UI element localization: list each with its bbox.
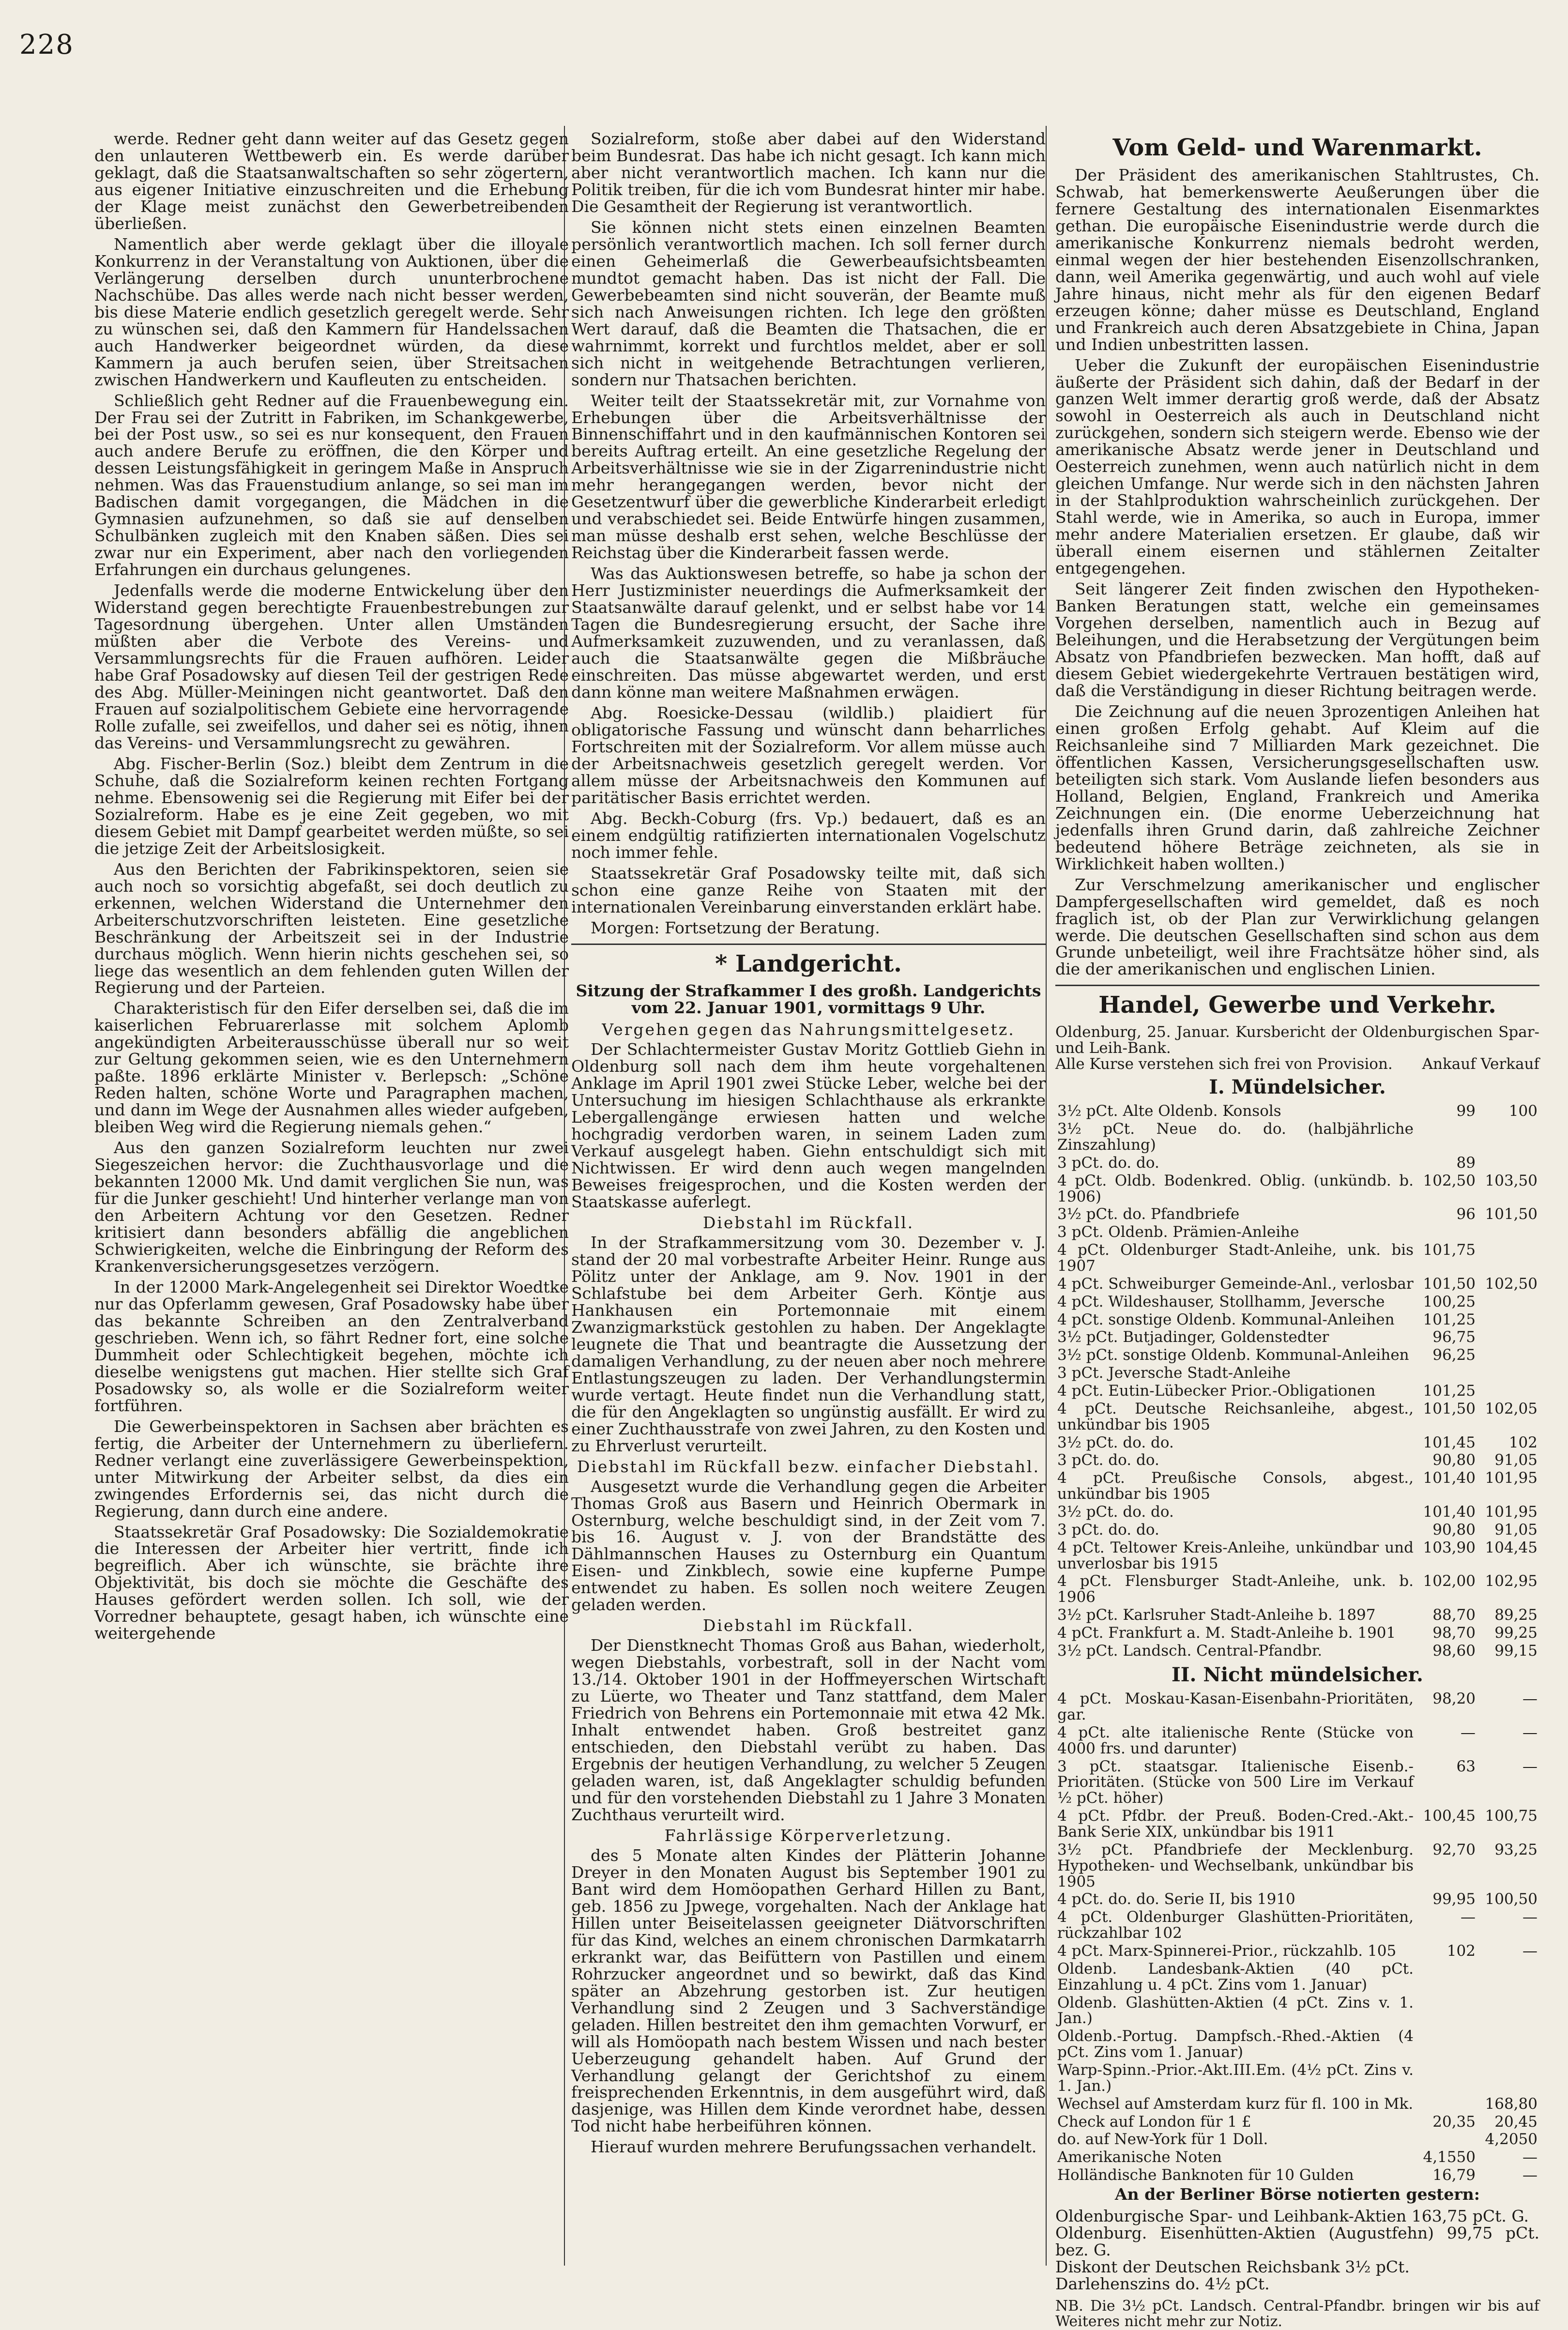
paragraph: Die Zeichnung auf die neuen 3prozentigen Anleihen hat einen großen Erfolg gehabt. Auf Kleim auf die Reichsanleihe sind 7 Milliarden Mark gezeichnet. Die öffentlichen Kassen, Versicherungsgesellschaften usw. beteiligten sich stark. Vom Auslande liefen besonders aus Holland, Belgien, England, Frankreich und Amerika Zeichnungen ein. (Die enorme Ueberzeichnung hat jedenfalls ihren Grund darin, daß zahlreiche Zeichner bedeutend höhere Beträge zeichneten, als sie in Wirklichkeit haben wollten.)	[1055, 701, 1539, 873]
rate-label: 4 pCt. Oldb. Bodenkred. Oblig. (unkündb. b. 1906)	[1057, 1172, 1414, 1205]
paragraph: Jedenfalls werde die moderne Entwickelung über den Widerstand gegen berechtigte Frauenbestrebungen zur Tagesordnung übergehen. Unter allen Umständen müßten aber die Verbote des Vereins- und Versammlungsrechts für die Frauen aufhören. Leider habe Graf Posadowsky auf diesen Teil der gestrigen Rede des Abg. Müller-Meiningen nicht geantwortet. Daß den Frauen auf sozialpolitischem Gebiete eine hervorragende Rolle zufalle, sei zweifellos, und daher sei es nötig, ihnen das Vereins- und Versammlungsrecht zu gewähren.	[94, 581, 569, 752]
rate-label: 3½ pCt. Alte Oldenb. Konsols	[1057, 1102, 1281, 1120]
rate-row	[1055, 1624, 1539, 1642]
rate-buy: 101,40	[1423, 1469, 1476, 1487]
rate-buy: 101,50	[1423, 1400, 1476, 1417]
rate-buy: 101,45	[1423, 1433, 1476, 1451]
paragraph: Sozialreform, stoße aber dabei auf den Widerstand beim Bundesrat. Das habe ich nicht gesagt. Ich kann mich aber nicht verantwortlich machen. Ich kann nur die Politik treiben, für die ich vom Bundesrat hinter mir habe. Die Gesamtheit der Regierung ist verantwortlich.	[571, 129, 1046, 216]
column-divider	[1046, 126, 1047, 2266]
rate-buy: 92,70	[1432, 1841, 1476, 1858]
rate-buy: 90,80	[1432, 1521, 1476, 1538]
rate-buy: 88,70	[1432, 1606, 1476, 1624]
rate-label: 3½ pCt. do. do.	[1057, 1503, 1174, 1521]
rate-row	[1055, 2027, 1539, 2061]
rate-row	[1055, 1172, 1539, 1206]
rate-row	[1055, 1154, 1539, 1172]
rate-buy: 20,35	[1432, 2113, 1476, 2131]
rate-sell: 99,15	[1494, 1642, 1538, 1660]
rate-label: 4 pCt. Deutsche Reichsanleihe, abgest., unkündbar bis 1905	[1057, 1400, 1414, 1433]
rate-buy	[1416, 2027, 1477, 2061]
rate-row	[1055, 1328, 1539, 1346]
rate-buy: 98,20	[1432, 1690, 1476, 1708]
rate-row	[1055, 1642, 1539, 1660]
rate-sell: 4,2050	[1485, 2131, 1538, 2148]
rate-label: 4 pCt. Flensburger Stadt-Anleihe, unk. b. 1906	[1057, 1572, 1414, 1606]
paragraph: Sie können nicht stets einen einzelnen Beamten persönlich verantwortlich machen. Ich soll ferner durch einen Geheimerlaß die Gewerbeaufsichtsbeamten mundtot gemacht haben. Das ist nicht der Fall. Die Gewerbebeamten sind nicht souverän, der Beamte muß sich nach Anweisungen richten. Ich lege den größten Wert darauf, daß die Beamten die Thatsachen, die er wahrnimmt, korrekt und furchtlos meldet, aber er soll sich nicht in weitgehende Betrachtungen verlieren, sondern nur Thatsachen berichten.	[571, 217, 1046, 389]
rate-sell: 101,50	[1485, 1205, 1538, 1223]
rate-sell: 91,05	[1494, 1521, 1538, 1538]
paragraph: Was das Auktionswesen betreffe, so habe ja schon der Herr Justizminister neuerdings die Aufmerksamkeit der Staatsanwälte darauf gelenkt, und er selbst habe vor 14 Tagen die Bundesregierung ersucht, der Sache ihre Aufmerksamkeit zuzuwenden, und zu veranlassen, daß auch die Staatsanwälte gegen die Mißbräuche einschreiten. Das müsse abgewartet werden, und erst dann könne man weitere Maßnahmen erwägen.	[571, 564, 1046, 701]
rate-buy: 99	[1456, 1102, 1476, 1120]
rate-label: Oldenb.-Portug. Dampfsch.-Rhed.-Aktien (4 pCt. Zins vom 1. Januar)	[1057, 2027, 1414, 2061]
rate-label: 4 pCt. Moskau-Kasan-Eisenbahn-Prioritäten, gar.	[1057, 1690, 1414, 1723]
rate-label: Warp-Spinn.-Prior.-Akt.III.Em. (4½ pCt. Zins v. 1. Jan.)	[1057, 2061, 1414, 2095]
rate-row	[1055, 1434, 1539, 1452]
court-subtitle: Sitzung der Strafkammer I des großh. Landgerichts vom 22. Januar 1901, vormittags 9 Uhr.	[576, 981, 1041, 1018]
rate-label: Wechsel auf Amsterdam kurz für fl. 100 in Mk.	[1057, 2095, 1414, 2113]
column-right	[1055, 131, 1539, 2329]
rate-buy: 89	[1456, 1154, 1476, 1172]
column-middle	[571, 131, 1046, 2160]
rate-sell	[1477, 1293, 1539, 1311]
rate-buy	[1416, 1364, 1477, 1382]
court-text: In der Strafkammersitzung vom 30. Dezember v. J. stand der 20 mal vorbestrafte Arbeiter Heinr. Runge aus Pölitz unter der Anklage, am 9. Nov. 1901 in der Schlafstube bei dem Arbeiter Gerh. Köntje aus Hankhausen ein Portemonnaie mit einem Zwanzigmarkstück gestohlen zu haben. Der Angeklagte leugnete die That und beantragte die Aussetzung der damaligen Verhandlung, zu der neuen aber noch mehrere Entlastungszeugen zu laden. Der Verhandlungstermin wurde vertagt. Heute findet nun die Verhandlung statt, die für den Angeklagten so ungünstig ausfällt. Er wird zu einer Zuchthausstrafe von zwei Jahren, zu den Kosten und zu Ehrverlust verurteilt.	[571, 1233, 1046, 1455]
rate-label: 3½ pCt. do. Pfandbriefe	[1057, 1205, 1240, 1223]
rates-table-2	[1055, 1690, 1539, 2184]
rate-sell	[1477, 1994, 1539, 2028]
rate-row	[1055, 1102, 1539, 1120]
rate-row	[1055, 1311, 1539, 1329]
rate-label: 3 pCt. do. do.	[1057, 1521, 1159, 1538]
rate-label: Oldenb. Glashütten-Aktien (4 pCt. Zins v. 1. Jan.)	[1057, 1994, 1414, 2027]
rate-row	[1055, 1758, 1539, 1808]
rate-row	[1055, 1960, 1539, 1994]
rate-label: 4 pCt. Eutin-Lübecker Prior.-Obligationen	[1057, 1382, 1376, 1400]
rate-buy: 99,95	[1432, 1890, 1476, 1908]
paragraph: Abg. Fischer-Berlin (Soz.) bleibt dem Zentrum in die Schuhe, daß die Sozialreform keinen rechten Fortgang nehme. Ebensowenig sei die Regierung mit Eifer bei der Sozialreform. Habe es je eine Zeit gegeben, wo mit diesem Gebiet mit Dampf gearbeitet werden müßte, so sei die jetzige Zeit der Arbeitslosigkeit.	[94, 754, 569, 858]
rate-row	[1055, 1890, 1539, 1908]
trade-title: Handel, Gewerbe und Verkehr.	[1098, 991, 1496, 1019]
rate-row	[1055, 1275, 1539, 1293]
rate-sell: 102,05	[1485, 1400, 1538, 1417]
paragraph: Zur Verschmelzung amerikanischer und englischer Dampfergesellschaften wird gemeldet, daß es noch fraglich ist, ob der Plan zur Verwirklichung gelangen werde. Die deutschen Gesellschaften sind schon aus dem Grunde unbeteiligt, weil ihre Frachtsätze höher sind, als die der amerikanischen und englischen Linien.	[1055, 875, 1539, 979]
rate-label: 3½ pCt. Butjadinger, Goldenstedter	[1057, 1328, 1329, 1346]
rate-label: 4 pCt. Pfdbr. der Preuß. Boden-Cred.-Akt.-Bank Serie XIX, unkündbar bis 1911	[1057, 1807, 1414, 1841]
rate-row	[1055, 1120, 1539, 1154]
paragraph: Der Präsident des amerikanischen Stahltrustes, Ch. Schwab, hat bemerkenswerte Aeußerungen über die fernere Gestaltung des internationalen Eisenmarktes gethan. Die europäische Eisenindustrie werde durch die amerikanische Konkurrenz niemals bedroht werden, einmal wegen der hier bestehenden Eisenzollschranken, dann, weil Amerika gegenwärtig, und auch wohl auf viele Jahre hinaus, nicht mehr als für den eigenen Bedarf erzeugen könne; daher müsse es Deutschland, England und Frankreich auch deren Absatzgebiete in China, Japan und Indien unbestritten lassen.	[1055, 165, 1539, 354]
court-title: * Landgericht.	[715, 950, 902, 977]
col-sell: Verkauf	[1480, 1055, 1539, 1073]
court-heading: Diebstahl im Rückfall.	[702, 1213, 914, 1233]
rate-row	[1055, 1400, 1539, 1434]
rate-label: 3½ pCt. do. do.	[1057, 1433, 1174, 1451]
paragraph: Staatssekretär Graf Posadowsky: Die Sozialdemokratie die Interessen der Arbeiter hier vertritt, finde ich begreiflich. Aber ich wünschte, sie brächte ihre Objektivität, bis doch sie möchte die Geschäfte des Hauses gefördert werden sollen. Ich soll, wie der Vorredner behauptete, gesagt haben, ich wünschte eine weitergehende	[94, 1522, 569, 1643]
rate-row	[1055, 1382, 1539, 1400]
group-heading: I. Mündelsicher.	[1209, 1075, 1386, 1098]
rate-row	[1055, 1223, 1539, 1241]
berlin-title: An der Berliner Börse notierten gestern:	[1115, 2185, 1480, 2204]
rate-row	[1055, 1942, 1539, 1960]
rate-row	[1055, 2148, 1539, 2166]
rate-label: Oldenb. Landesbank-Aktien (40 pCt. Einzahlung u. 4 pCt. Zins vom 1. Januar)	[1057, 1960, 1414, 1994]
court-heading: Vergehen gegen das Nahrungsmittelgesetz.	[602, 1020, 1015, 1039]
rate-sell	[1477, 1960, 1539, 1994]
berlin-line: Oldenburg. Eisenhütten-Aktien (Augustfehn) 99,75 pCt. bez. G.	[1055, 2223, 1539, 2259]
rate-label: Check auf London für 1 £	[1057, 2113, 1251, 2131]
rate-label: 3 pCt. do. do.	[1057, 1154, 1159, 1172]
rate-row	[1055, 1908, 1539, 1942]
court-closing: Hierauf wurden mehrere Berufungssachen verhandelt.	[591, 2137, 1037, 2157]
court-text: des 5 Monate alten Kindes der Plätterin Johanne Dreyer in den Monaten August bis September 1901 zu Bant wird dem Homöopathen Gerhard Hillen zu Bant, geb. 1856 zu Jpwege, vorgehalten. Nach der Anklage hat Hillen unter Beiseitelassen geeigneter Diätvorschriften für das Kind, welches an einem chronischen Darmkatarrh erkrankt war, das Beifüttern von Pastillen und einem Rohrzucker angeordnet und so bewirkt, daß das Kind später an Abzehrung gestorben ist. Zur heutigen Verhandlung sind 2 Zeugen und 3 Sachverständige geladen. Hillen bestreitet den ihm gemachten Vorwurf, er will als Homöopath nach bestem Wissen und nach bester Ueberzeugung gehandelt haben. Auf Grund der Verhandlung gelangt der Gerichtshof zu einem freisprechenden Erkenntnis, in dem ausgeführt wird, daß dasjenige, was Hillen dem Kinde verordnet habe, dessen Tod nicht habe herbeiführen können.	[571, 1845, 1046, 2136]
rate-label: 3 pCt. Oldenb. Prämien-Anleihe	[1057, 1223, 1299, 1241]
rate-buy: 100,45	[1423, 1807, 1476, 1825]
rate-buy: 101,50	[1423, 1275, 1476, 1293]
paragraph: Staatssekretär Graf Posadowsky teilte mit, daß sich schon eine ganze Reihe von Staaten mit der internationalen Vereinbarung einverstanden erklärt habe.	[571, 863, 1046, 916]
rate-sell: 103,50	[1485, 1172, 1538, 1189]
rate-row	[1055, 2061, 1539, 2095]
rate-label: 3½ pCt. sonstige Oldenb. Kommunal-Anleihen	[1057, 1346, 1409, 1364]
rate-buy	[1416, 2061, 1477, 2095]
rate-label: 4 pCt. Oldenburger Stadt-Anleihe, unk. bis 1907	[1057, 1241, 1414, 1275]
rate-buy: 4,1550	[1423, 2148, 1476, 2166]
rate-row	[1055, 1841, 1539, 1891]
court-heading: Diebstahl im Rückfall.	[702, 1616, 914, 1635]
rate-sell: —	[1522, 2148, 1538, 2166]
rate-buy: 96	[1456, 1205, 1476, 1223]
rate-row	[1055, 1451, 1539, 1469]
rates-intro-left: Oldenburg, 25. Januar. Kursbericht der Oldenburgischen Spar- und Leih-Bank.	[1055, 1023, 1539, 1057]
rate-buy: 102,00	[1423, 1572, 1476, 1590]
paragraph: Charakteristisch für den Eifer derselben sei, daß die im kaiserlichen Februarerlasse mit solchem Aplomb angekündigten Arbeiterausschüsse überall nur so weit zur Geltung gekommen seien, wie es den Unternehmern paßte. 1896 erklärte Minister v. Berlepsch: „Schöne Reden halten, schöne Worte und Paragraphen machen, und dann im Wege der Ausnahmen alles wieder aufgeben, bleiben Weg wird die Regierung niemals gehen.“	[94, 999, 569, 1137]
rate-label: 4 pCt. Frankfurt a. M. Stadt-Anleihe b. 1901	[1057, 1624, 1396, 1642]
rate-label: 3 pCt. Jeversche Stadt-Anleihe	[1057, 1364, 1291, 1382]
rate-sell: —	[1522, 1723, 1538, 1741]
paragraph: Namentlich aber werde geklagt über die illoyale Konkurrenz in der Veranstaltung von Auktionen, über die Verlängerung derselben durch ununterbrochene Nachschübe. Das alles werde nach nicht besser werden, bis diese Materie endlich gesetzlich geregelt werde. Sehr zu wünschen sei, daß den Kammern für Handelssachen auch Handwerker beigeordnet würden, da diese Kammern ja auch berufen seien, über Streitsachen zwischen Handwerkern und Kaufleuten zu entscheiden.	[94, 234, 569, 389]
rate-buy: 102,50	[1423, 1172, 1476, 1189]
rate-buy: —	[1461, 1908, 1476, 1926]
rate-row	[1055, 1241, 1539, 1275]
court-heading: Fahrlässige Körperverletzung.	[664, 1826, 953, 1845]
rate-sell: 100,50	[1485, 1890, 1538, 1908]
rate-sell: 102	[1508, 1433, 1538, 1451]
paragraph: Aus den ganzen Sozialreform leuchten nur zwei Siegeszeichen hervor: die Zuchthausvorlage und die bekannten 12000 Mk. Und damit verglichen Sie nun, was für die Junker geschieht! Und hinterher verlange man von den Arbeitern Achtung vor den Gesetzen. Redner kritisiert dann besonders abfällig die angeblichen Schwierigkeiten, welche die Einbringung der Reform des Krankenversicherungsgesetzes verzögern.	[94, 1138, 569, 1276]
paragraph: Abg. Roesicke-Dessau (wildlib.) plaidiert für obligatorische Fassung und wünscht dann beharrliches Fortschreiten mit der Sozialreform. Vor allem müsse auch der Arbeitsnachweis gesetzlich geregelt werden. Vor allem müsse der Arbeitsnachweis den Kommunen auf paritätischer Basis errichtet werden.	[571, 703, 1046, 807]
column-left	[94, 131, 569, 1646]
rate-label: 4 pCt. Marx-Spinnerei-Prior., rückzahlb. 105	[1057, 1942, 1397, 1960]
paragraph: Aus den Berichten der Fabrikinspektoren, seien sie auch noch so vorsichtig abgefaßt, sei doch deutlich zu erkennen, welchen Widerstand die Unternehmer den Arbeiterschutzvorschriften leisteten. Eine gesetzliche Beschränkung der Arbeitszeit sei in der Industrie durchaus möglich. Wenn hierin nichts geschehen sei, so liege das wesentlich an dem fehlenden guten Willen der Regierung und der Parteien.	[94, 859, 569, 997]
rate-buy: 96,75	[1432, 1328, 1476, 1346]
rates-intro-right: Alle Kurse verstehen sich frei von Provision.	[1055, 1055, 1393, 1073]
rate-row	[1055, 1205, 1539, 1223]
rate-row	[1055, 1994, 1539, 2028]
berlin-line: Darlehenszins do. 4½ pCt.	[1055, 2274, 1270, 2293]
paragraph: werde. Redner geht dann weiter auf das Gesetz gegen den unlauteren Wettbewerb ein. Es werde darüber geklagt, daß die Staatsanwaltschaften so sehr zögertern, aus eigener Initiative einzuschreiten und die Erhebung der Klage meist zunächst den Gewerbetreibenden überließen.	[94, 129, 569, 233]
rate-sell: 101,95	[1485, 1503, 1538, 1521]
rate-label: 4 pCt. sonstige Oldenb. Kommunal-Anleihen	[1057, 1310, 1395, 1328]
paragraph: Schließlich geht Redner auf die Frauenbewegung ein. Der Frau sei der Zutritt in Fabriken, im Schankgewerbe, bei der Post usw., so sei es nur konsequent, den Frauen auch andere Berufe zu eröffnen, die den Körper und dessen Leistungsfähigkeit in geringem Maße in Anspruch nehmen. Was das Frauenstudium anlange, so sei man im Badischen damit vorgegangen, die Mädchen in die Gymnasien aufzunehmen, so daß sie auf denselben Schulbänken zugleich mit den Knaben säßen. Dies sei zwar nur ein Experiment, aber nach den vorliegenden Erfahrungen ein durchaus gelungenes.	[94, 391, 569, 579]
rate-sell: 100,75	[1485, 1807, 1538, 1825]
rate-row	[1055, 1503, 1539, 1521]
rate-sell	[1477, 2061, 1539, 2095]
rate-buy	[1416, 2095, 1477, 2113]
rate-label: 3½ pCt. Neue do. do. (halbjährliche Zinszahlung)	[1057, 1120, 1414, 1154]
rate-label: Amerikanische Noten	[1057, 2148, 1222, 2166]
rates-intro	[1055, 1024, 1539, 1056]
court-text: Der Schlachtermeister Gustav Moritz Gottlieb Giehn in Oldenburg soll nach dem ihm heute vorgehaltenen Anklage im April 1901 zwei Stücke Leber, welche bei der Untersuchung im hiesigen Schlachthause als erkrankte Lebergallengänge erwiesen hatten und welche hochgradig verdorben waren, in seinem Laden zum Verkauf ausgelegt haben. Giehn entschuldigt sich mit Nichtwissen. Er wird denn auch wegen mangelnden Beweises freigesprochen, und die Kosten werden der Staatskasse auferlegt.	[571, 1040, 1046, 1212]
rate-buy: 98,60	[1432, 1642, 1476, 1660]
rate-buy: 63	[1456, 1757, 1476, 1775]
rate-sell	[1477, 1346, 1539, 1364]
group-heading: II. Nicht mündelsicher.	[1172, 1663, 1423, 1686]
rate-label: 3½ pCt. Landsch. Central-Pfandbr.	[1057, 1642, 1323, 1660]
rate-sell: 102,50	[1485, 1275, 1538, 1293]
rate-row	[1055, 1807, 1539, 1841]
rate-buy: 98,70	[1432, 1624, 1476, 1642]
paragraph: Seit längerer Zeit finden zwischen den Hypotheken-Banken Beratungen statt, welche ein gemeinsames Vorgehen derselben, namentlich auch in Bezug auf Beleihungen, und die Herabsetzung der Vergütungen beim Absatz von Pfandbriefen bezwecken. Man hofft, daß auf diesem Gebiet wiedergekehrte Vertrauen bestätigen wird, daß die Verständigung in dieser Richtung beitragen werde.	[1055, 579, 1539, 700]
court-heading: Diebstahl im Rückfall bezw. einfacher Diebstahl.	[577, 1457, 1040, 1476]
berlin-line: Oldenburgische Spar- und Leihbank-Aktien 163,75 pCt. G.	[1055, 2207, 1529, 2226]
rate-sell: 89,25	[1494, 1606, 1538, 1624]
paragraph: In der 12000 Mark-Angelegenheit sei Direktor Woedtke nur das Opferlamm gewesen, Graf Posadowsky habe über das bekannte Schreiben an den Zentralverband geschrieben. Wenn ich, so fährt Redner fort, eine solche Dummheit oder Schlechtigkeit begehen, möchte ich dieselbe wenigstens gut machen. Hier stellte sich Graf Posadowsky so, als wolle er die Sozialreform weiter fortführen.	[94, 1277, 569, 1415]
rate-row	[1055, 1293, 1539, 1311]
rate-label: 4 pCt. Preußische Consols, abgest., unkündbar bis 1905	[1057, 1469, 1414, 1503]
rate-sell: 101,95	[1485, 1469, 1538, 1487]
rate-label: 4 pCt. Teltower Kreis-Anleihe, unkündbar und unverlosbar bis 1915	[1057, 1538, 1414, 1572]
rate-label: 4 pCt. Schweiburger Gemeinde-Anl., verlosbar	[1057, 1275, 1414, 1293]
berlin-line: Diskont der Deutschen Reichsbank 3½ pCt.	[1055, 2257, 1410, 2276]
rate-row	[1055, 2095, 1539, 2113]
rate-label: 3½ pCt. Pfandbriefe der Mecklenburg. Hypotheken- und Wechselbank, unkündbar bis 1905	[1057, 1841, 1414, 1890]
rate-row	[1055, 1521, 1539, 1539]
rate-row	[1055, 1539, 1539, 1573]
rate-buy: 16,79	[1432, 2166, 1476, 2184]
rate-label: 3 pCt. do. do.	[1057, 1451, 1159, 1469]
rate-row	[1055, 1572, 1539, 1606]
rate-sell	[1477, 1154, 1539, 1172]
court-text: Ausgesetzt wurde die Verhandlung gegen die Arbeiter Thomas Groß aus Basern und Heinrich Obermark in Osternburg, welche beschuldigt sind, in der Zeit vom 7. bis 16. August v. J. von der Brandstätte des Dählmannschen Hauses zu Osternburg ein Quantum Eisen- und Zinkblech, sowie eine kupferne Pumpe entwendet zu haben. Es sollen noch weitere Zeugen geladen werden.	[571, 1477, 1046, 1614]
paragraph: Weiter teilt der Staatssekretär mit, zur Vornahme von Erhebungen über die Arbeitsverhältnisse der Binnenschiffahrt und in den kaufmännischen Kontoren sei bereits Auftrag erteilt. An eine gesetzliche Regelung der Arbeitsverhältnisse wie sie in der Zigarrenindustrie nicht mehr herangegangen werden, bevor nicht der Gesetzentwurf über die gewerbliche Kinderarbeit erledigt und verabschiedet sei. Beide Entwürfe hingen zusammen, man müsse deshalb erst sehen, welche Beschlüsse der Reichstag über die Kinderarbeit fassen werde.	[571, 391, 1046, 563]
paragraph: Abg. Beckh-Coburg (frs. Vp.) bedauert, daß es an einem endgültig ratifizierten internationalen Vogelschutz noch immer fehle.	[571, 808, 1046, 862]
rate-row	[1055, 1364, 1539, 1382]
rate-row	[1055, 2113, 1539, 2131]
rate-sell: —	[1522, 2166, 1538, 2184]
rate-label: 3½ pCt. Karlsruher Stadt-Anleihe b. 1897	[1057, 1606, 1376, 1624]
rate-buy: 101,25	[1423, 1310, 1476, 1328]
rate-sell: 99,25	[1494, 1624, 1538, 1642]
paragraph: Morgen: Fortsetzung der Beratung.	[591, 918, 880, 937]
divider	[571, 944, 1046, 945]
rate-sell: —	[1522, 1690, 1538, 1708]
rate-label: 4 pCt. alte italienische Rente (Stücke von 4000 frs. und darunter)	[1057, 1723, 1414, 1757]
rate-row	[1055, 2166, 1539, 2184]
rate-buy	[1416, 1120, 1477, 1154]
rate-buy: 96,25	[1432, 1346, 1476, 1364]
rate-row	[1055, 1724, 1539, 1758]
rate-sell: 20,45	[1494, 2113, 1538, 2131]
rate-buy: —	[1461, 1723, 1476, 1741]
rate-label: 3 pCt. staatsgar. Italienische Eisenb.-Prioritäten. (Stücke von 500 Lire im Verkauf ½ pCt. höher)	[1057, 1757, 1414, 1807]
court-text: Der Dienstknecht Thomas Groß aus Bahan, wiederholt, wegen Diebstahls, vorbestraft, soll in der Nacht vom 13./14. Oktober 1901 in der Hoffmeyerschen Wirtschaft zu Lüerte, wo Theater und Tanz stattfand, dem Maler Friedrich von Behrens ein Portemonnaie mit etwa 42 Mk. Inhalt entwendet haben. Groß bestreitet ganz entschieden, den Diebstahl verübt zu haben. Das Ergebnis der heutigen Verhandlung, zu welcher 5 Zeugen geladen waren, ist, daß Angeklagter schuldig befunden und für den vorstehenden Diebstahl zu 1 Jahre 3 Monaten Zuchthaus verurteilt wird.	[571, 1636, 1046, 1824]
rate-buy: 90,80	[1432, 1451, 1476, 1469]
divider	[1055, 985, 1539, 986]
rate-buy: 103,90	[1423, 1538, 1476, 1556]
rates-intro-2	[1055, 1056, 1539, 1072]
rate-label: 4 pCt. do. do. Serie II, bis 1910	[1057, 1890, 1295, 1908]
rate-buy	[1416, 2131, 1477, 2148]
col-buy: Ankauf	[1422, 1055, 1476, 1073]
rate-buy: 101,25	[1423, 1382, 1476, 1400]
rate-sell	[1477, 1328, 1539, 1346]
rate-row	[1055, 1346, 1539, 1364]
rate-sell	[1477, 2027, 1539, 2061]
rate-sell	[1477, 1311, 1539, 1329]
rate-sell: 93,25	[1494, 1841, 1538, 1858]
footnote: NB. Die 3½ pCt. Landsch. Central-Pfandbr. bringen wir bis auf Weiteres nicht mehr zur Notiz.	[1055, 2297, 1539, 2330]
rate-buy: 102	[1446, 1942, 1476, 1960]
rate-label: do. auf New-York für 1 Doll.	[1057, 2131, 1268, 2148]
rates-columns	[1422, 1056, 1539, 1072]
rate-sell: 102,95	[1485, 1572, 1538, 1590]
rate-sell	[1477, 1364, 1539, 1382]
rate-sell: 91,05	[1494, 1451, 1538, 1469]
rate-row	[1055, 1469, 1539, 1503]
rate-buy: 101,75	[1423, 1241, 1476, 1259]
paragraph: Die Gewerbeinspektoren in Sachsen aber brächten es fertig, die Arbeiter der Unternehmern zu überliefern. Redner verlangt eine zuverlässigere Gewerbeinspektion, unter Mitwirkung der Arbeiter selbst, da dies ein zwingendes Erfordernis sei, das nicht durch die Regierung, dann durch eine andere.	[94, 1416, 569, 1521]
rate-buy	[1416, 1960, 1477, 1994]
market-title: Vom Geld- und Warenmarkt.	[1112, 134, 1482, 161]
rate-sell: 168,80	[1485, 2095, 1538, 2113]
rate-sell: 100	[1508, 1102, 1538, 1120]
rate-row	[1055, 1606, 1539, 1624]
rate-sell: 104,45	[1485, 1538, 1538, 1556]
paragraph: Ueber die Zukunft der europäischen Eisenindustrie äußerte der Präsident sich dahin, daß der Bedarf in der ganzen Welt immer derartig groß werde, daß der Absatz sowohl in Oesterreich als auch in Deutschland nicht zurückgehen, sondern sich steigern werde. Ebenso wie der amerikanische Absatz werde jener in Deutschland und Oesterreich zunehmen, wenn auch natürlich nicht in dem gleichen Umfange. Nur werde sich in den nächsten Jahren in der Stahlproduktion wahrscheinlich zurückgehen. Der Stahl werde, wie in Amerika, so auch in Europa, immer mehr andere Materialien ersetzen. Er glaube, daß wir überall einem eisernen und stählernen Zeitalter entgegengehen.	[1055, 355, 1539, 578]
rate-sell	[1477, 1120, 1539, 1154]
rate-row	[1055, 1690, 1539, 1724]
rate-row	[1055, 2131, 1539, 2148]
rate-sell	[1477, 1223, 1539, 1241]
rate-buy: 101,40	[1423, 1503, 1476, 1521]
rate-sell: —	[1522, 1942, 1538, 1960]
rate-label: 4 pCt. Oldenburger Glashütten-Prioritäten, rückzahlbar 102	[1057, 1908, 1414, 1942]
rate-sell: —	[1522, 1757, 1538, 1775]
rate-buy: 100,25	[1423, 1293, 1476, 1310]
rate-sell	[1477, 1241, 1539, 1275]
rate-buy	[1416, 1223, 1477, 1241]
rate-label: 4 pCt. Wildeshauser, Stollhamm, Jeversche	[1057, 1293, 1385, 1310]
rate-buy	[1416, 1994, 1477, 2028]
rate-label: Holländische Banknoten für 10 Gulden	[1057, 2166, 1354, 2184]
rate-sell: —	[1522, 1908, 1538, 1926]
rate-sell	[1477, 1382, 1539, 1400]
rates-table-1	[1055, 1102, 1539, 1660]
page-number: 228	[19, 29, 74, 61]
